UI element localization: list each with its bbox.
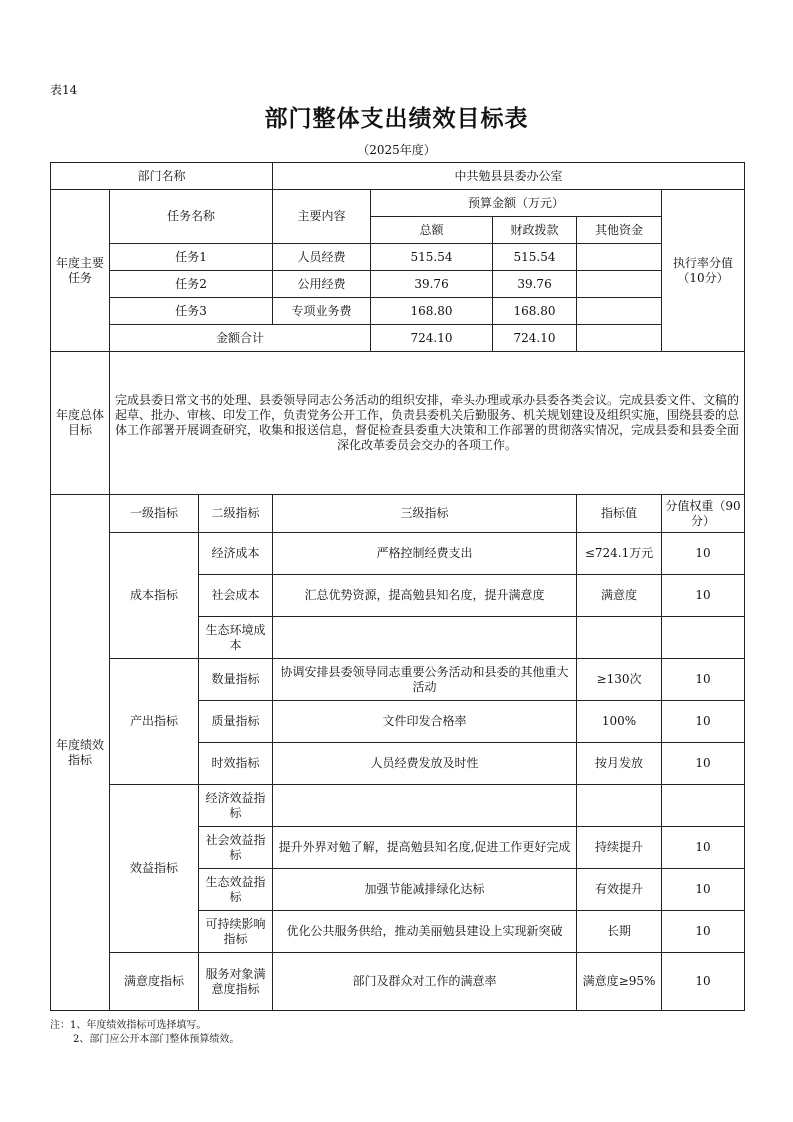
task-name: 任务3: [110, 298, 273, 325]
task-name-header: 任务名称: [110, 190, 273, 244]
execution-score-label: 执行率分值（10分）: [662, 190, 745, 352]
indicator-row: [51, 533, 745, 575]
weight-cell: 10: [662, 575, 745, 617]
level2-cell: 数量指标: [199, 659, 273, 701]
weight-cell: 10: [662, 953, 745, 1011]
level3-cell: 协调安排县委领导同志重要公务活动和县委的其他重大活动: [273, 659, 577, 701]
task-content: 专项业务费: [273, 298, 371, 325]
footnotes: [50, 1019, 239, 1047]
sum-fiscal: 724.10: [493, 325, 577, 352]
task-other: [577, 244, 662, 271]
level2-header: 二级指标: [199, 495, 273, 533]
tasks-header-row: [51, 190, 745, 217]
level2-cell: 可持续影响指标: [199, 911, 273, 953]
weight-cell: 10: [662, 743, 745, 785]
weight-cell: 10: [662, 701, 745, 743]
value-cell: 有效提升: [577, 869, 662, 911]
indicator-row: [51, 785, 745, 827]
value-cell: 长期: [577, 911, 662, 953]
budget-fiscal-header: 财政拨款: [493, 217, 577, 244]
level2-cell: 生态效益指标: [199, 869, 273, 911]
level2-cell: 经济效益指标: [199, 785, 273, 827]
value-header: 指标值: [577, 495, 662, 533]
dept-label: 部门名称: [51, 163, 273, 190]
task-name: 任务2: [110, 271, 273, 298]
value-cell: 满意度≥95%: [577, 953, 662, 1011]
level2-cell: 生态环境成本: [199, 617, 273, 659]
task-row: [51, 298, 745, 325]
level2-cell: 质量指标: [199, 701, 273, 743]
dept-row: [51, 163, 745, 190]
level3-cell: 严格控制经费支出: [273, 533, 577, 575]
footnote: 2、部门应公开本部门整体预算绩效。: [73, 1034, 240, 1045]
goal-text: 完成县委日常文书的处理、县委领导同志公务活动的组织安排，牵头办理或承办县委各类会议。完成县委文件、文稿的起草、批办、审核、印发工作，负责党务公开工作，负责县委机关后勤服务、机关规划建设及组织实施，围绕县委的总体工作部署开展调查研究，收集和报送信息，督促检查县委重大决策和工作部署的贯彻落实情况，完成县委和县委全面深化改革委员会交办的各项工作。: [110, 352, 745, 495]
task-total: 515.54: [371, 244, 493, 271]
indicator-row: [51, 659, 745, 701]
weight-cell: [662, 785, 745, 827]
value-cell: 持续提升: [577, 827, 662, 869]
level3-cell: 汇总优势资源，提高勉县知名度，提升满意度: [273, 575, 577, 617]
task-row: [51, 244, 745, 271]
level2-cell: 时效指标: [199, 743, 273, 785]
task-name: 任务1: [110, 244, 273, 271]
weight-cell: 10: [662, 827, 745, 869]
performance-table: [50, 162, 745, 1011]
table-number: 表14: [50, 83, 78, 97]
level3-header: 三级指标: [273, 495, 577, 533]
level3-cell: 人员经费发放及时性: [273, 743, 577, 785]
level2-cell: 经济成本: [199, 533, 273, 575]
task-other: [577, 271, 662, 298]
tasks-sum-row: [51, 325, 745, 352]
task-other: [577, 298, 662, 325]
weight-header: 分值权重（90分）: [662, 495, 745, 533]
goal-row: [51, 352, 745, 495]
value-cell: 满意度: [577, 575, 662, 617]
value-cell: [577, 617, 662, 659]
sum-total: 724.10: [371, 325, 493, 352]
dept-value: 中共勉县县委办公室: [273, 163, 745, 190]
task-row: [51, 271, 745, 298]
value-cell: 100%: [577, 701, 662, 743]
task-total: 168.80: [371, 298, 493, 325]
weight-cell: [662, 617, 745, 659]
task-total: 39.76: [371, 271, 493, 298]
level3-cell: 提升外界对勉了解，提高勉县知名度,促进工作更好完成: [273, 827, 577, 869]
task-content-header: 主要内容: [273, 190, 371, 244]
level3-cell: 文件印发合格率: [273, 701, 577, 743]
level2-cell: 服务对象满意度指标: [199, 953, 273, 1011]
level3-cell: 加强节能减排绿化达标: [273, 869, 577, 911]
satisfaction-indicator-label: 满意度指标: [110, 953, 199, 1011]
footnote: 注：1、年度绩效指标可选择填写。: [50, 1020, 207, 1031]
output-indicator-label: 产出指标: [110, 659, 199, 785]
weight-cell: 10: [662, 911, 745, 953]
task-fiscal: 168.80: [493, 298, 577, 325]
value-cell: ≤724.1万元: [577, 533, 662, 575]
indicators-side-label: 年度绩效指标: [51, 495, 110, 1011]
budget-total-header: 总额: [371, 217, 493, 244]
level2-cell: 社会效益指标: [199, 827, 273, 869]
weight-cell: 10: [662, 659, 745, 701]
indicator-header-row: [51, 495, 745, 533]
budget-other-header: 其他资金: [577, 217, 662, 244]
level3-cell: [273, 785, 577, 827]
goal-label: 年度总体目标: [51, 352, 110, 495]
fiscal-year: （2025年度）: [357, 143, 436, 157]
level2-cell: 社会成本: [199, 575, 273, 617]
level3-cell: [273, 617, 577, 659]
level3-cell: 部门及群众对工作的满意率: [273, 953, 577, 1011]
task-content: 公用经费: [273, 271, 371, 298]
sum-other: [577, 325, 662, 352]
indicator-row: [51, 953, 745, 1011]
weight-cell: 10: [662, 533, 745, 575]
budget-header: 预算金额（万元）: [371, 190, 662, 217]
level1-header: 一级指标: [110, 495, 199, 533]
level3-cell: 优化公共服务供给，推动美丽勉县建设上实现新突破: [273, 911, 577, 953]
cost-indicator-label: 成本指标: [110, 533, 199, 659]
benefit-indicator-label: 效益指标: [110, 785, 199, 953]
task-fiscal: 39.76: [493, 271, 577, 298]
sum-label: 金额合计: [110, 325, 371, 352]
page-title: 部门整体支出绩效目标表: [264, 106, 529, 132]
value-cell: 按月发放: [577, 743, 662, 785]
task-fiscal: 515.54: [493, 244, 577, 271]
tasks-side-label: 年度主要任务: [51, 190, 110, 352]
value-cell: ≥130次: [577, 659, 662, 701]
weight-cell: 10: [662, 869, 745, 911]
value-cell: [577, 785, 662, 827]
task-content: 人员经费: [273, 244, 371, 271]
